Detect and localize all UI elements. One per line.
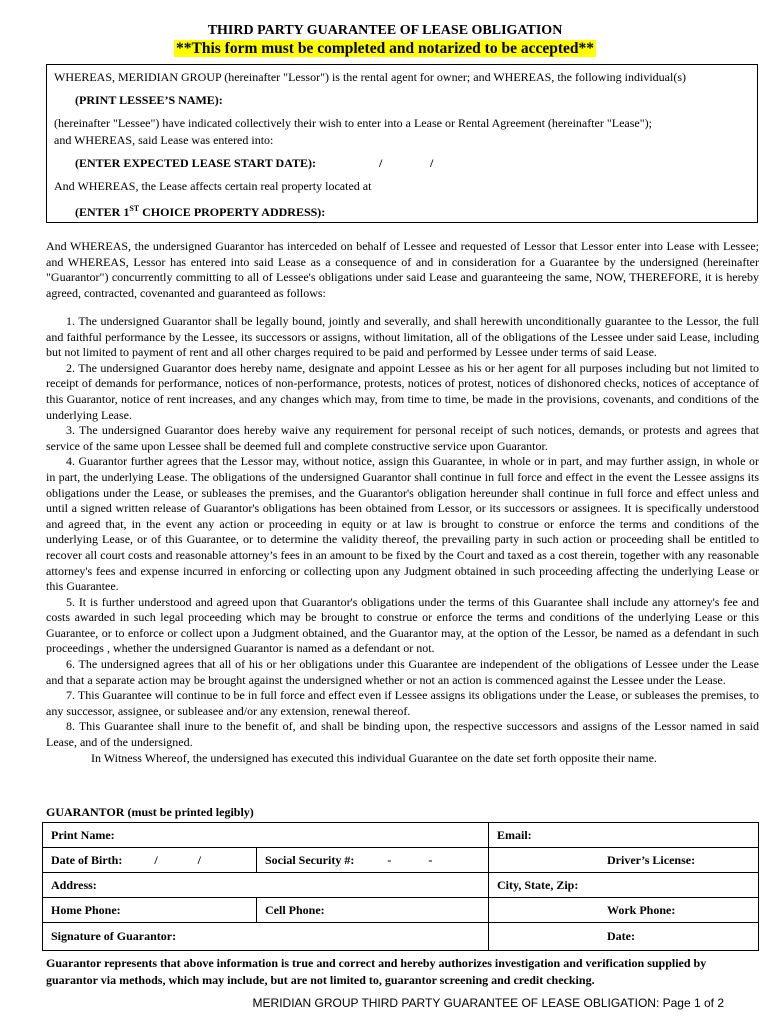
clause-3: 3. The undersigned Guarantor does hereby waive any requirement for personal receipt of such notices, demands, or protests and agrees that service of the same upon Lessee shall be deemed full and complete constructive service upon Guarantor. bbox=[46, 423, 759, 453]
date-separator: / bbox=[379, 156, 383, 170]
intro-paragraph: And WHEREAS, the undersigned Guarantor has interceded on behalf of Lessee and requested of Lessor that Lessor enter into Lease with Lessee; and WHEREAS, Lessor has entered into said Lease as a consequence of and in consideration for a Guarantee by the undersigned (hereinafter "Guarantor") concurrently committing to all of Lessee's obligations under said Lease and guaranteeing the same, NOW, THEREFORE, it is hereby agreed, contracted, covenanted and guaranteed as follows: bbox=[46, 239, 759, 300]
lessee-info-box bbox=[46, 64, 758, 223]
clauses-list bbox=[46, 314, 759, 766]
document-title: THIRD PARTY GUARANTEE OF LEASE OBLIGATION bbox=[207, 23, 563, 38]
witness-statement: In Witness Whereof, the undersigned has executed this individual Guarantee on the date set forth opposite their name. bbox=[91, 750, 657, 765]
dob-separator: / bbox=[197, 852, 202, 867]
box-line-entered: and WHEREAS, said Lease was entered into: bbox=[54, 133, 274, 147]
address-field[interactable]: Address: bbox=[43, 873, 489, 898]
page-footer: MERIDIAN GROUP THIRD PARTY GUARANTEE OF LEASE OBLIGATION: Page 1 of 2 bbox=[252, 996, 724, 1010]
address-label-sup: ST bbox=[129, 204, 140, 213]
date-of-birth-field[interactable] bbox=[43, 848, 257, 873]
box-line-lessee: (hereinafter "Lessee") have indicated collectively their wish to enter into a Lease or Rental Agreement (hereinafter "Lease"); bbox=[54, 116, 652, 130]
lessee-name-label: (PRINT LESSEE’S NAME): bbox=[75, 93, 223, 107]
date-separator: / bbox=[430, 156, 434, 170]
clause-5: 5. It is further understood and agreed upon that Guarantor's obligations under the terms of this Guarantee shall include any attorney's fee and costs awarded in such legal proceeding which may be brought to construe or enforce the terms and conditions of the underlying Lease or this Guarantee, or to enforce or collect upon a Judgment obtained, and the Guarantor may, at the option of the Lessor, be named as a defendant in such proceedings , whether the undersigned Guarantor is named as a defendant or not. bbox=[46, 594, 759, 656]
ssn-separator: - bbox=[387, 852, 392, 867]
cell-phone-field[interactable]: Cell Phone: bbox=[257, 898, 489, 923]
city-state-zip-field[interactable]: City, State, Zip: bbox=[489, 873, 759, 898]
guarantor-section-title: GUARANTOR (must be printed legibly) bbox=[46, 805, 254, 819]
home-phone-field[interactable]: Home Phone: bbox=[43, 898, 257, 923]
address-label-post: CHOICE PROPERTY ADDRESS): bbox=[139, 205, 326, 219]
signature-field[interactable]: Signature of Guarantor: bbox=[43, 923, 489, 951]
notarization-notice: **This form must be completed and notarized to be accepted** bbox=[175, 40, 595, 57]
notarization-notice-wrap bbox=[0, 40, 770, 58]
clause-4: 4. Guarantor further agrees that the Lessor may, without notice, assign this Guarantee, in whole or in part, and may further assign, in whole or in part, the underlying Lease. The obligations of the undersigned Guarantor shall continue in full force and effect in the event the Lessee assigns its obligations under the Lease, or subleases the premises, and the Guarantor's obligation hereunder shall continue in full force and effect unless and until a signed written release of Guarantor's obligations has been obtained from Lessor, or its successors or assignees. It is specifically understood and agreed that, in the event any action or proceeding in equity or at law is brought to construe or enforce the terms and conditions of the underlying Lease, or of this Guarantee, or to determine the validity thereof, the prevailing party in such action or proceeding shall be entitled to recover all court costs and reasonable attorney’s fees in an amount to be fixed by the Court and taxed as a cost therein, together with any reasonable attorney's fees and expense incurred in enforcing or collecting upon any Judgment obtained in such proceeding affecting the underlying Lease or this Guarantee. bbox=[46, 454, 759, 594]
guarantor-info-table bbox=[42, 822, 759, 951]
clause-6: 6. The undersigned agrees that all of his or her obligations under this Guarantee are independent of the obligations of Lessee under the Lease and that a separate action may be brought against the undersigned whether or not an action is commenced against the Lessee under the Lease. bbox=[46, 657, 759, 687]
clause-2: 2. The undersigned Guarantor does hereby name, designate and appoint Lessee as his or her agent for all purposes including but not limited to receipt of demands for performance, notices of non-performance, protests, notices of protest, notices of dishonored checks, notices of acceptance of this Guarantor, notice of rent increases, and any changes which may, from time to time, be made in the provisions, covenants, and conditions of the underlying Lease. bbox=[46, 360, 759, 422]
box-line-property: And WHEREAS, the Lease affects certain real property located at bbox=[54, 179, 372, 193]
social-security-field[interactable] bbox=[257, 848, 489, 873]
print-name-field[interactable]: Print Name: bbox=[43, 823, 489, 848]
drivers-license-field[interactable]: Driver’s License: bbox=[489, 848, 759, 873]
clause-1: 1. The undersigned Guarantor shall be legally bound, jointly and severally, and shall herewith unconditionally guarantee to the Lessor, the full and faithful performance by the Lessee, its successors or assigns, without limitation, all of the obligations of the Lessee under said Lease, including but not limited to payment of rent and all other charges required to be paid and performed by Lessee under terms of said Lease. bbox=[46, 314, 759, 360]
address-label-pre: (ENTER 1 bbox=[75, 205, 130, 219]
date-of-birth-label: Date of Birth: bbox=[51, 852, 123, 867]
social-security-label: Social Security #: bbox=[265, 852, 355, 867]
clause-8: 8. This Guarantee shall inure to the benefit of, and shall be binding upon, the respective successors and assigns of the Lessor named in said Lease, and of the undersigned. bbox=[46, 719, 759, 750]
work-phone-field[interactable]: Work Phone: bbox=[489, 898, 759, 923]
dob-separator: / bbox=[154, 852, 158, 867]
property-address-label bbox=[75, 202, 325, 219]
ssn-separator: - bbox=[428, 852, 433, 867]
email-field[interactable]: Email: bbox=[489, 823, 759, 848]
clause-7: 7. This Guarantee will continue to be in full force and effect even if Lessee assigns its obligations under the Lease, or subleases the premises, to any successor, assignee, or subleasee and/or any extension, renewal thereof. bbox=[46, 688, 759, 718]
box-line-lessor: WHEREAS, MERIDIAN GROUP (hereinafter "Lessor") is the rental agent for owner; and WHEREAS, the following individual(s) bbox=[54, 70, 686, 84]
authorization-statement: Guarantor represents that above information is true and correct and hereby authorizes investigation and verification supplied by guarantor via methods, which may include, but are not limited to, guarantor screening and credit checking. bbox=[46, 956, 707, 987]
signature-date-field[interactable]: Date: bbox=[489, 923, 759, 951]
lease-start-date-label: (ENTER EXPECTED LEASE START DATE): bbox=[75, 156, 316, 170]
